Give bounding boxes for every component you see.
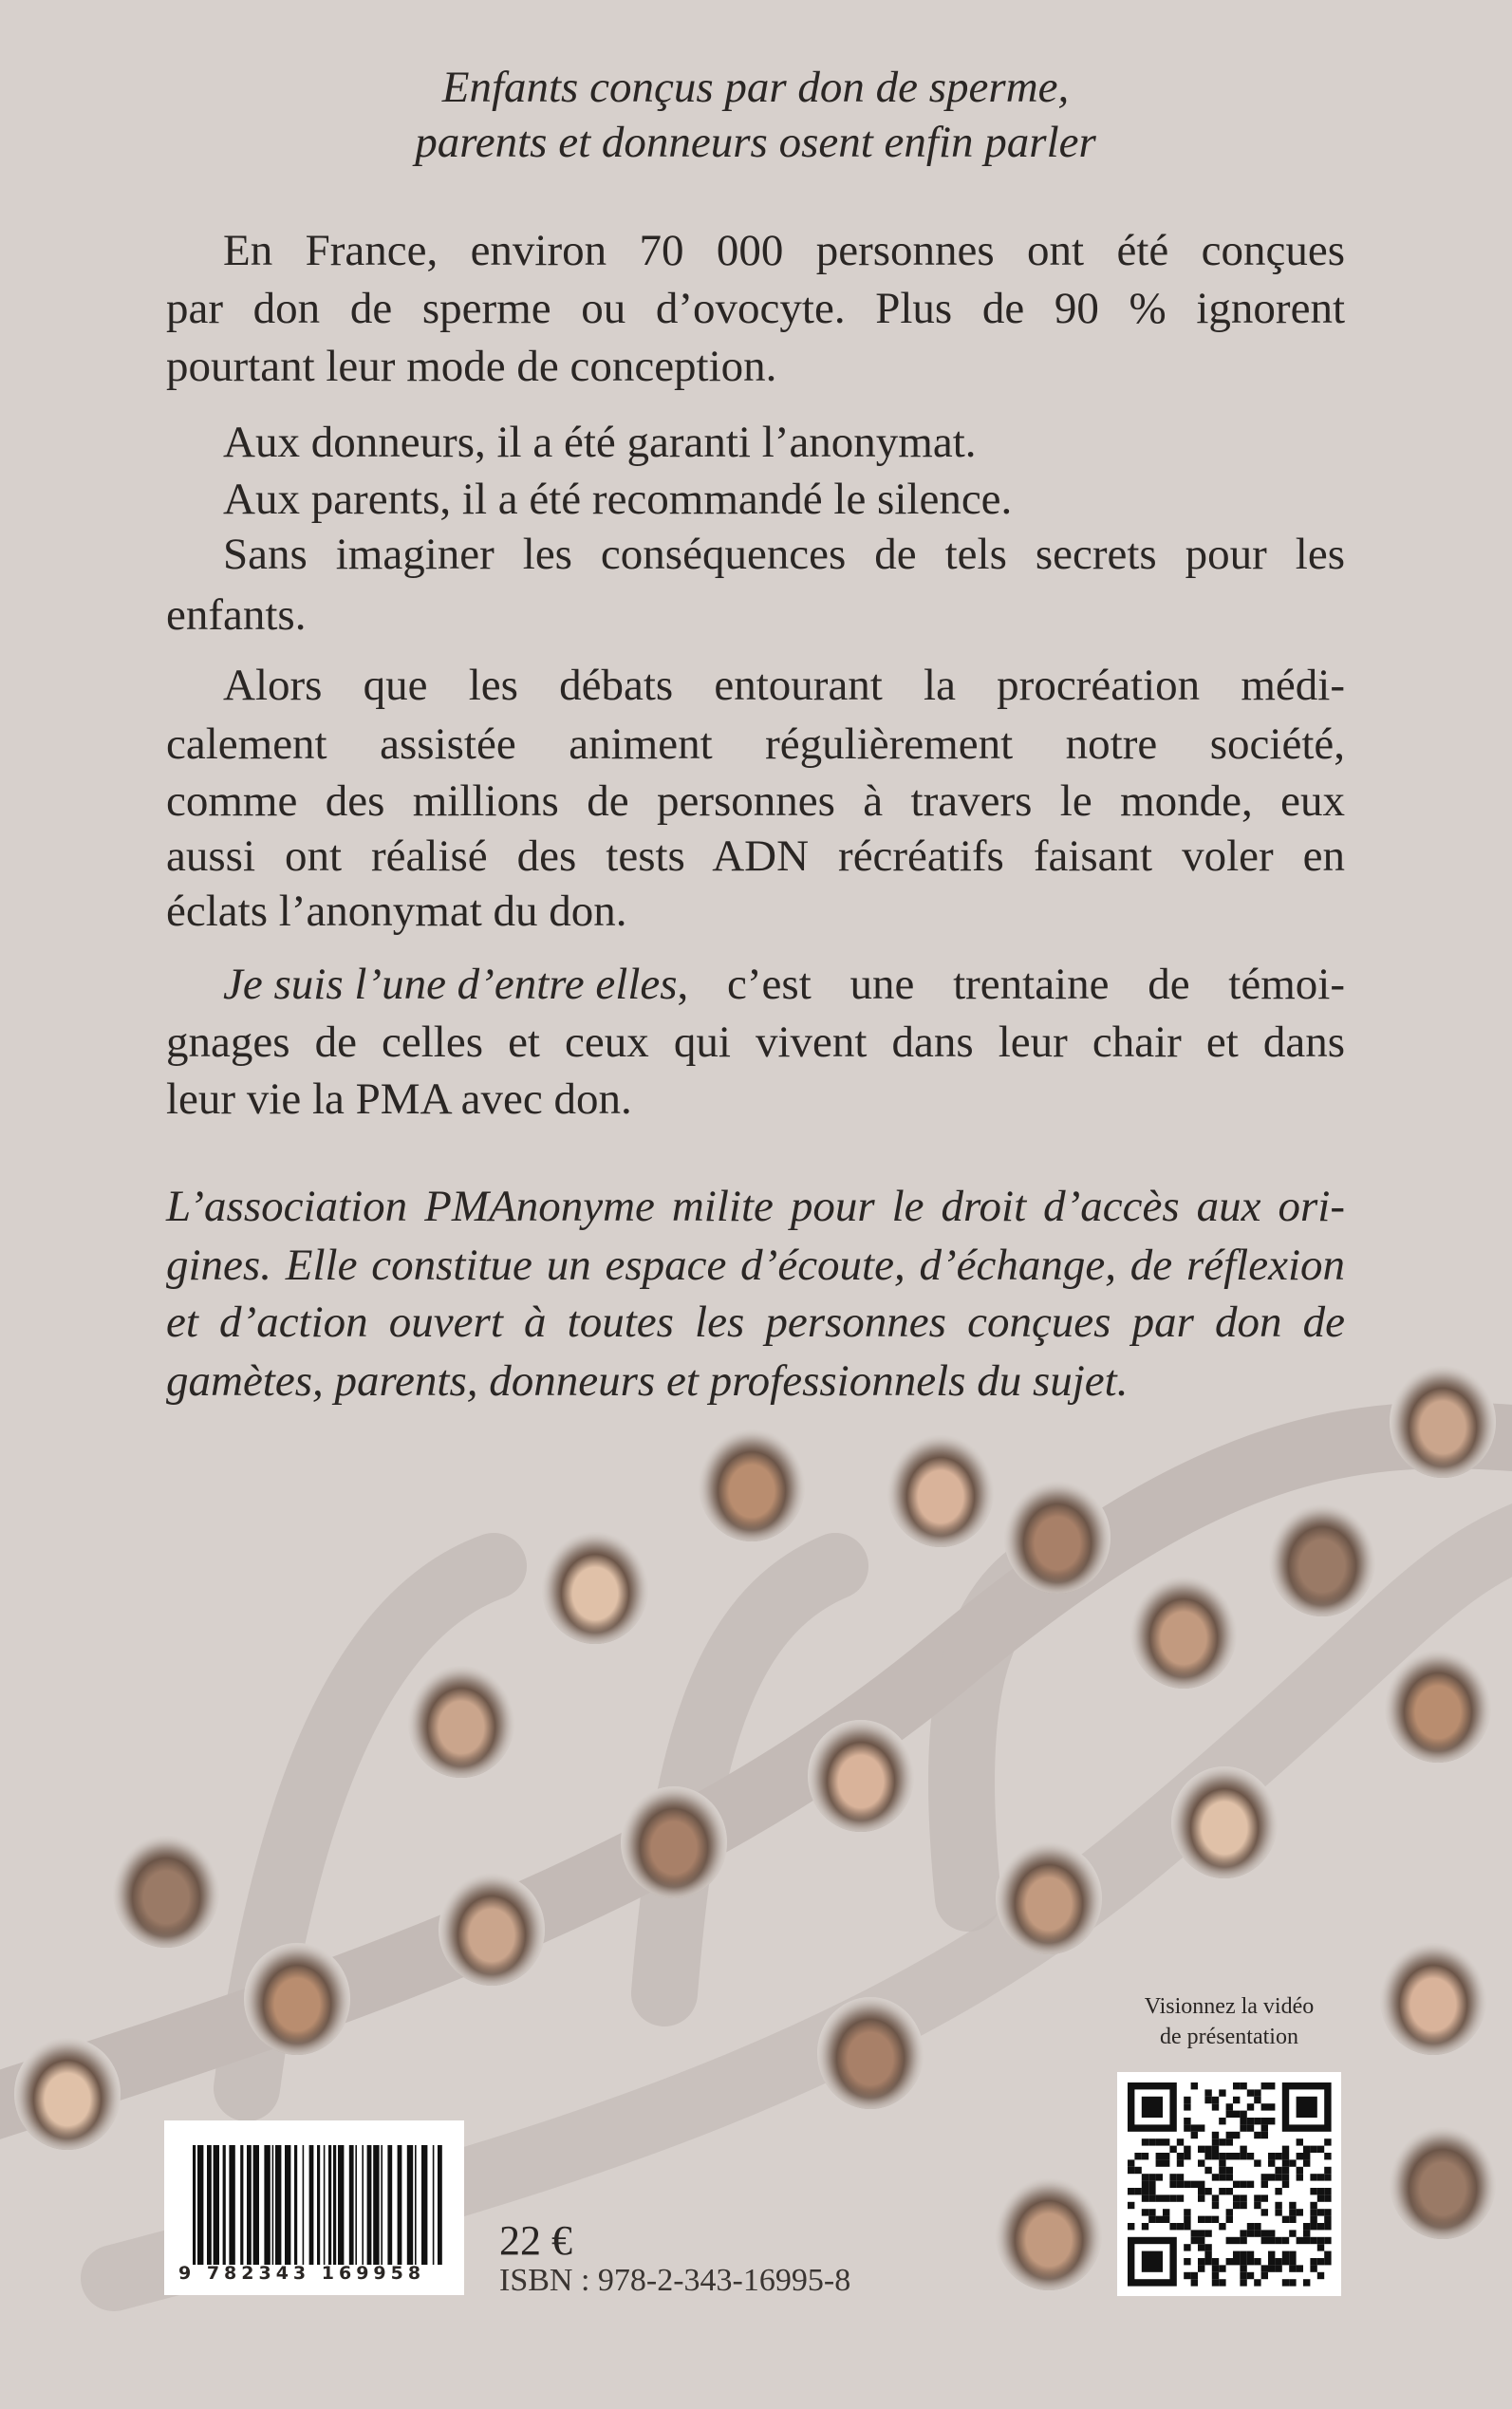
portrait-photo (1004, 1482, 1111, 1594)
portrait-photo (408, 1666, 514, 1778)
portrait-photo (1380, 1943, 1486, 2055)
portrait-photo (1171, 1766, 1278, 1878)
paragraph-1-line: par don de sperme ou d’ovocyte. Plus de 90 % ignorent (166, 284, 1345, 333)
portrait-photo (808, 1720, 914, 1832)
portrait-photo (14, 2038, 121, 2150)
tagline-line-2: parents et donneurs osent enfin parler (415, 118, 1096, 167)
qr-code-icon[interactable] (1117, 2072, 1341, 2296)
portrait-photo (1390, 2127, 1496, 2239)
portrait-photo (817, 1997, 924, 2109)
paragraph-4-line (166, 955, 1345, 1014)
paragraph-2-line: enfants. (166, 590, 307, 640)
price: 22 € (499, 2217, 572, 2264)
portrait-photo (1390, 1366, 1496, 1478)
portrait-photo (1269, 1504, 1375, 1616)
portrait-photo (244, 1943, 350, 2055)
portrait-photo (996, 2178, 1102, 2290)
portrait-photo (621, 1786, 727, 1898)
paragraph-4-text: , c’est une trentaine de témoi- (677, 960, 1345, 1009)
video-caption-line-2: de présentation (1160, 2025, 1298, 2049)
isbn: ISBN : 978-2-343-16995-8 (499, 2263, 851, 2298)
paragraph-4-line: leur vie la PMA avec don. (166, 1074, 632, 1124)
paragraph-3-line: Alors que les débats entourant la procréation médi- (223, 661, 1345, 710)
paragraph-1-line: pourtant leur mode de conception. (166, 342, 777, 391)
tagline-line-1: Enfants conçus par don de sperme, (441, 63, 1070, 112)
paragraph-3-line: aussi ont réalisé des tests ADN récréatifs faisant voler en (166, 831, 1345, 881)
portrait-photo (113, 1836, 219, 1948)
portrait-photo (439, 1874, 545, 1986)
barcode (164, 2120, 464, 2295)
video-caption-line-1: Visionnez la vidéo (1144, 1994, 1315, 2019)
paragraph-2-line: Aux donneurs, il a été garanti l’anonymat. (223, 418, 977, 467)
portrait-photo (1130, 1577, 1237, 1689)
portrait-photo (1385, 1651, 1491, 1763)
book-title: Je suis l’une d’entre elles (223, 960, 678, 1009)
paragraph-3-line: comme des millions de personnes à travers le monde, eux (166, 776, 1345, 826)
association-line: L’association PMAnonyme milite pour le droit d’accès aux ori- (166, 1182, 1345, 1231)
paragraph-3-line: éclats l’anonymat du don. (166, 887, 627, 936)
portrait-photo (542, 1532, 648, 1644)
paragraph-4-line: gnages de celles et ceux qui vivent dans leur chair et dans (166, 1018, 1345, 1067)
video-caption (1111, 1991, 1348, 2052)
paragraph-2-line: Sans imaginer les conséquences de tels secrets pour les (223, 530, 1345, 579)
portrait-photo (996, 1842, 1102, 1954)
portrait-photo (887, 1435, 994, 1547)
association-line: gines. Elle constitue un espace d’écoute, d’échange, de réflexion (166, 1241, 1345, 1290)
paragraph-1-line: En France, environ 70 000 personnes ont été conçues (223, 226, 1345, 275)
association-line: gamètes, parents, donneurs et professionnels du sujet. (166, 1356, 1129, 1406)
paragraph-2-line: Aux parents, il a été recommandé le silence. (223, 475, 1013, 524)
paragraph-3-line: calement assistée animent régulièrement notre société, (166, 719, 1345, 769)
portrait-photo (699, 1429, 805, 1541)
barcode-digits: 9 782343 169958 (178, 2263, 426, 2284)
association-line: et d’action ouvert à toutes les personnes conçues par don de (166, 1298, 1345, 1347)
